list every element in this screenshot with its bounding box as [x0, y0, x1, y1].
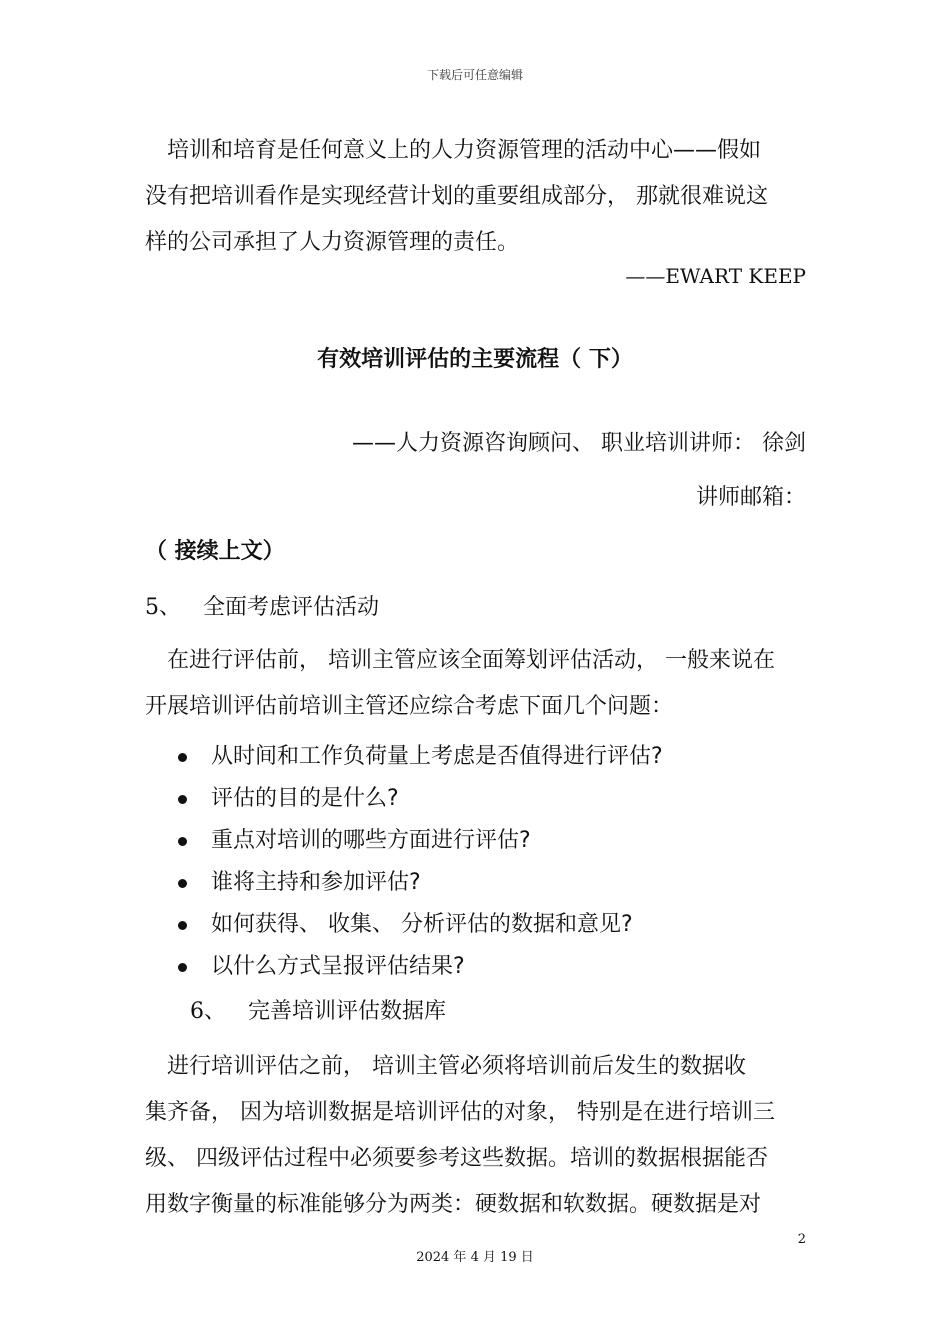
- paragraph-line: 集齐备， 因为培训数据是培训评估的对象， 特别是在进行培训三: [145, 1100, 775, 1125]
- bullet-icon: [178, 879, 187, 888]
- bullet-icon: [178, 921, 187, 930]
- continued-note: （ 接续上文）: [145, 539, 285, 564]
- paragraph-line: 级、 四级评估过程中必须要参考这些数据。培训的数据根据能否: [145, 1146, 768, 1171]
- bullet-list: [178, 736, 663, 988]
- bullet-icon: [178, 837, 187, 846]
- article-title: 有效培训评估的主要流程（ 下）: [317, 347, 633, 372]
- list-item: 以什么方式呈报评估结果?: [178, 946, 663, 988]
- list-item: 重点对培训的哪些方面进行评估?: [178, 820, 663, 862]
- section-title: 完善培训评估数据库: [248, 999, 447, 1024]
- paragraph: [145, 638, 775, 730]
- list-item: 如何获得、 收集、 分析评估的数据和意见?: [178, 904, 663, 946]
- page-header: 下载后可任意编辑: [426, 68, 523, 82]
- email-label: 讲师邮箱：: [695, 485, 806, 510]
- paragraph-line: 开展培训评估前培训主管还应综合考虑下面几个问题：: [145, 694, 674, 719]
- quote-line: 培训和培育是任何意义上的人力资源管理的活动中心——假如: [145, 138, 762, 163]
- section-heading-6: [190, 994, 446, 1025]
- author-line: ——人力资源咨询顾问、 职业培训讲师： 徐剑: [352, 431, 806, 456]
- paragraph: [145, 1044, 775, 1228]
- section-heading-5: [145, 590, 379, 621]
- bullet-icon: [178, 795, 187, 804]
- section-title: 全面考虑评估活动: [203, 595, 380, 620]
- section-number: 6、: [190, 999, 226, 1024]
- quote-attribution: ——EWART KEEP: [625, 264, 806, 288]
- opening-quote: [145, 128, 810, 266]
- bullet-icon: [178, 963, 187, 972]
- list-item: 谁将主持和参加评估?: [178, 862, 663, 904]
- paragraph-line: 用数字衡量的标准能够分为两类：硬数据和软数据。硬数据是对: [145, 1192, 762, 1217]
- quote-line: 没有把培训看作是实现经营计划的重要组成部分， 那就很难说这: [145, 184, 768, 209]
- list-item: 评估的目的是什么?: [178, 778, 663, 820]
- page-footer-date: 2024 年 4 月 19 日: [416, 1250, 534, 1265]
- paragraph-line: 进行培训评估之前， 培训主管必须将培训前后发生的数据收: [145, 1054, 746, 1079]
- page-number: 2: [797, 1232, 806, 1247]
- paragraph-line: 在进行评估前， 培训主管应该全面筹划评估活动， 一般来说在: [145, 648, 775, 673]
- quote-line: 样的公司承担了人力资源管理的责任。: [145, 230, 520, 255]
- list-item: 从时间和工作负荷量上考虑是否值得进行评估?: [178, 736, 663, 778]
- bullet-icon: [178, 753, 187, 762]
- section-number: 5、: [145, 595, 181, 620]
